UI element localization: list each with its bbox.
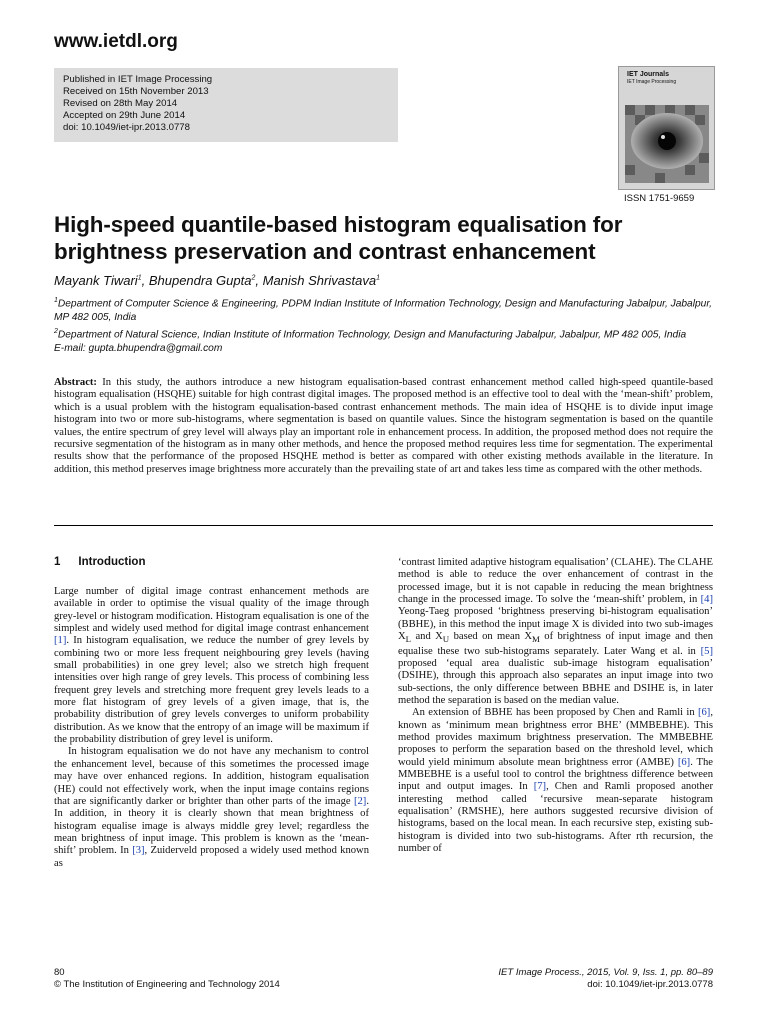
pub-line: Revised on 28th May 2014 <box>63 98 178 109</box>
text-run: of brightness of input image and then equalise these two sub-histograms separately. Later Wang et al. in <box>398 631 714 657</box>
citation-link[interactable]: [5] <box>700 645 713 657</box>
publication-info-box <box>54 68 398 142</box>
section-heading <box>54 556 145 568</box>
text-run: Yeong-Taeg proposed ‘brightness preserving bi-histogram equalisation’ (BBHE), in this method the input image X is divided into two sub-images X <box>398 606 713 643</box>
subscript: U <box>442 634 450 645</box>
copyright: © The Institution of Engineering and Technology 2014 <box>54 979 280 990</box>
affiliation-number: 2 <box>54 327 58 335</box>
citation-link[interactable]: [4] <box>700 594 713 606</box>
author-name: Manish Shrivastava <box>262 273 377 288</box>
footer-doi: doi: 10.1049/iet-ipr.2013.0778 <box>587 979 713 990</box>
paragraph <box>398 557 713 707</box>
pub-line: Received on 15th November 2013 <box>63 86 209 97</box>
cover-title: IET Image Processing <box>627 79 677 85</box>
citation-link[interactable]: [6] <box>677 756 691 768</box>
author-name: Mayank Tiwari <box>54 273 138 288</box>
subscript: M <box>532 634 540 645</box>
journal-cover-image <box>618 66 715 190</box>
abstract-text: In this study, the authors introduce a new histogram equalisation-based contrast enhancement method called high-speed quantile-based histogram equalisation (HSQHE) suitable for high contrast digital images. The proposed method is an effective tool to deal with the ‘mean-shift’ problem, which is a usual problem with the histogram equalisation-based contrast enhancement methods. The main idea of HSQHE is to divide input image histogram into two or more sub-histograms, where segmentation is based on quantile values. Since the histogram segmentation is based on the quantile values, the entire spectrum of grey level will always play an important role in enhancement process. In addition, the proposed method does not require the recursive segmentation of the histogram as in many other methods, and hence the proposed method requires less time for segmentation. The experimental results show that the performance of the proposed HSQHE method is better as compared with other existing methods available in the literature. In addition, this method preserves image brightness more accurately than the prevailing state of art and takes less time as compared with the other methods. <box>54 377 713 475</box>
paper-title: High-speed quantile-based histogram equalisation for brightness preservation and contrast enhancement <box>54 212 623 264</box>
affiliation-text: Department of Natural Science, Indian Institute of Information Technology, Design and Manufacturing Jabalpur, Jabalpur, MP 482 005, India <box>57 328 687 340</box>
cover-eye-graphic <box>619 67 714 189</box>
journal-citation: IET Image Process., 2015, Vol. 9, Iss. 1, pp. 80–89 <box>498 967 713 978</box>
site-url[interactable]: www.ietdl.org <box>54 31 178 52</box>
affiliations <box>54 294 714 355</box>
abstract-label: Abstract: <box>54 377 97 388</box>
text-run: , Chen and Ramli proposed another interesting method called ‘recursive mean-separate histogram equalisation’ (RMSHE), here authors suggested recursive division of histograms, based on the local mean. In each recursive step, existing sub-histogram is divided into two sub-histograms. After rth recursion, the number of <box>398 781 713 855</box>
text-run: , Zuiderveld proposed a widely used method known as <box>54 845 369 869</box>
paragraph <box>54 746 369 869</box>
affiliation-text: Department of Computer Science & Engineering, PDPM Indian Institute of Information Technology, Design and Manufacturing Jabalpur, Jabalpur, MP 482 005, India <box>54 298 712 323</box>
affiliation <box>54 294 714 325</box>
subscript: L <box>405 634 412 645</box>
footer-left <box>54 967 280 991</box>
right-column <box>398 557 713 855</box>
author-affiliation-mark: 1 <box>137 274 142 282</box>
page-number: 80 <box>54 967 65 978</box>
text-run: and X <box>411 631 443 643</box>
text-run: Large number of digital image contrast enhancement methods are available in order to optimise the visual quality of the image through grey-level or histogram modification. Histogram equalisation is one of the simplest and widely used method for digital image contrast enhancement <box>54 586 369 635</box>
footer-right <box>498 967 713 991</box>
text-run: . In histogram equalisation, we reduce the number of grey levels by combining two or more less frequent neighbouring grey levels (having small probabilities) in one grey level; also we stretch high frequent intensities over high range of grey levels. This process of combining less frequent grey levels and stretching more frequent grey levels leads to a more flat histogram of grey levels of a given image, that is, the probability distribution of grey levels converges to uniform probability distribution. As we know that the entropy of an image will be maximum if the probability distribution of grey level is uniform. <box>54 635 369 746</box>
author-list: Mayank Tiwari$^1$, Bhupendra Gupta$^2$, Manish Shrivastava$^1$ <box>54 273 380 288</box>
abstract <box>54 377 713 476</box>
text-run: , known as ‘minimum mean brightness error BHE’ (MMBEBHE). This method provides maximum brightness preservation. The MMBEBHE proposes to perform the separation based on the threshold level, which would yield minimum absolute mean brightness error (AMBE) <box>398 707 713 768</box>
text-run: ‘contrast limited adaptive histogram equalisation’ (CLAHE). The CLAHE method is able to reduce the over enhancement of contrast in the processed image, but it is not capable in reducing the mean brightness change in the processed image. To solve the ‘mean-shift’ problem, in <box>398 557 713 606</box>
text-run: In histogram equalisation we do not have any mechanism to control the enhancement level, because of this sometimes the processed image may have over enhanced regions. In addition, histogram equalisation (HE) could not effectively work, when the input image contains regions that are significantly darker or brighter than other parts of the image <box>54 746 369 807</box>
citation-link[interactable]: [6] <box>697 707 711 719</box>
section-divider <box>54 525 713 526</box>
paragraph <box>398 707 713 855</box>
pub-line: Published in IET Image Processing <box>63 74 213 85</box>
section-title: Introduction <box>78 556 146 568</box>
email[interactable]: E-mail: gupta.bhupendra@gmail.com <box>54 342 223 354</box>
issn: ISSN 1751-9659 <box>624 193 695 204</box>
citation-link[interactable]: [7] <box>533 781 547 793</box>
author-affiliation-mark: 2 <box>251 274 256 282</box>
author-affiliation-mark: 1 <box>376 274 380 282</box>
affiliation <box>54 325 714 342</box>
text-run: proposed ‘equal area dualistic sub-image histogram equalisation’ (DSIHE), through this approach also separates an input image into two sub-sections, the only difference between BBHE and DSIHE is, in later method the separation is based on the median value. <box>398 657 713 706</box>
cover-brand: IET Journals <box>627 71 670 78</box>
affiliation-number: 1 <box>54 297 58 304</box>
paragraph <box>54 586 369 746</box>
citation-link[interactable]: [1] <box>54 635 67 647</box>
citation-link[interactable]: [3] <box>132 845 145 857</box>
pub-line: doi: 10.1049/iet-ipr.2013.0778 <box>63 122 190 133</box>
citation-link[interactable]: [2] <box>353 795 367 807</box>
text-run: . The MMBEBHE is a useful tool to control the brightness difference between input and output images. In <box>398 756 713 793</box>
text-run: An extension of BBHE has been proposed by Chen and Ramli in <box>412 707 698 719</box>
text-run: based on mean X <box>449 631 533 643</box>
text-run: . In addition, in theory it is clearly shown that mean brightness of histogram equalise image is always middle grey level; regardless the mean brightness of input image. This problem is known as the ‘mean-shift’ problem. In <box>54 795 369 857</box>
pub-line: Accepted on 29th June 2014 <box>63 110 186 121</box>
author-name: Bhupendra Gupta <box>148 273 252 288</box>
left-column <box>54 586 369 870</box>
section-number: 1 <box>54 556 61 568</box>
